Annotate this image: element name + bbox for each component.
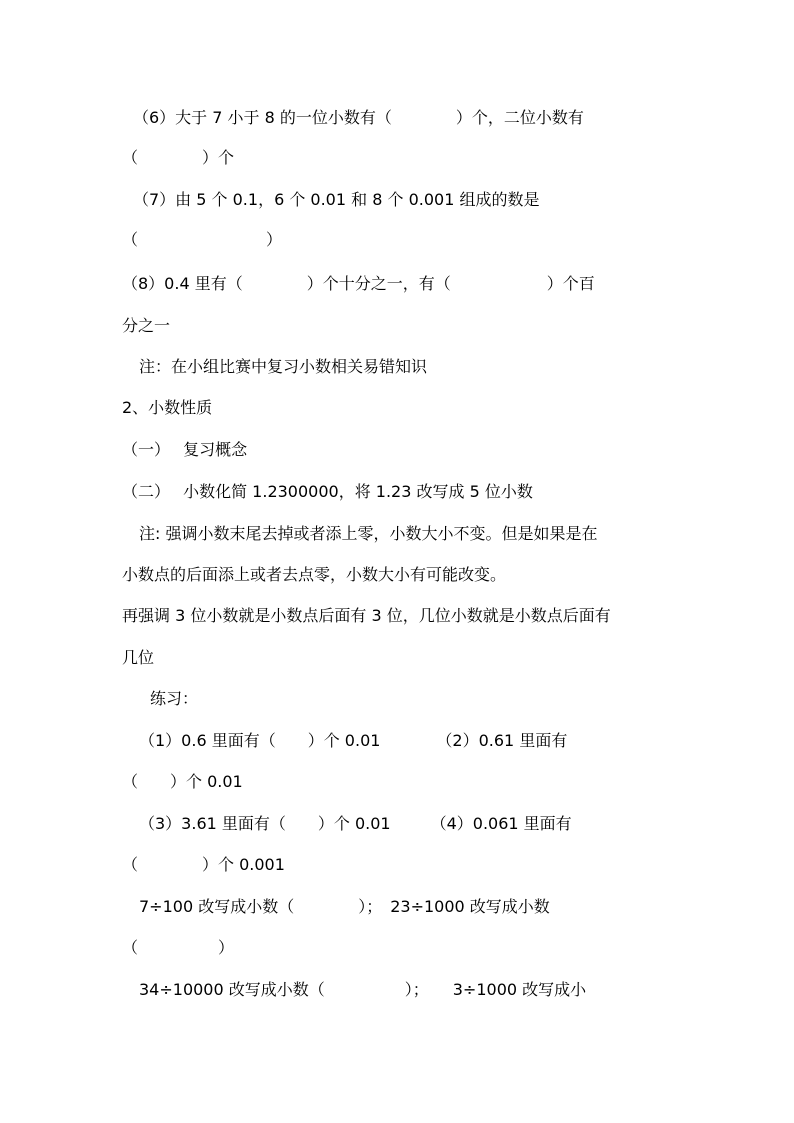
text-line: （3）3.61 里面有（ ）个 0.01 （4）0.061 里面有 [139, 814, 572, 833]
text-line: （二） 小数化简 1.2300000，将 1.23 改写成 5 位小数 [122, 482, 533, 501]
text-line: 34÷10000 改写成小数（ ）； 3÷1000 改写成小 [139, 980, 587, 999]
text-line: （ ）个 0.001 [122, 855, 285, 874]
text-line: 7÷100 改写成小数（ ）； 23÷1000 改写成小数 [139, 897, 550, 916]
text-line: （1）0.6 里面有（ ）个 0.01 （2）0.61 里面有 [139, 731, 568, 750]
text-line: （ ） [122, 938, 235, 957]
text-line: 小数点的后面添上或者去点零，小数大小有可能改变。 [122, 565, 507, 584]
text-line: 注：在小组比赛中复习小数相关易错知识 [139, 357, 428, 376]
text-line: （ ） [122, 230, 283, 249]
text-line: 几位 [122, 648, 155, 667]
text-line: （6）大于 7 小于 8 的一位小数有（ ）个，二位小数有 [133, 108, 584, 127]
text-line: （ ）个 0.01 [122, 772, 243, 791]
text-line: （ ）个 [122, 148, 235, 167]
text-line: （7）由 5 个 0.1，6 个 0.01 和 8 个 0.001 组成的数是 [133, 190, 540, 209]
text-line: （一） 复习概念 [122, 440, 248, 459]
text-line: 练习： [150, 689, 199, 708]
text-line: 注: 强调小数末尾去掉或者添上零，小数大小不变。但是如果是在 [139, 524, 598, 543]
section-heading: 2、小数性质 [122, 398, 213, 417]
text-line: 再强调 3 位小数就是小数点后面有 3 位，几位小数就是小数点后面有 [122, 606, 611, 625]
text-line: （8）0.4 里有（ ）个十分之一，有（ ）个百 [122, 274, 595, 293]
text-line: 分之一 [122, 316, 171, 335]
